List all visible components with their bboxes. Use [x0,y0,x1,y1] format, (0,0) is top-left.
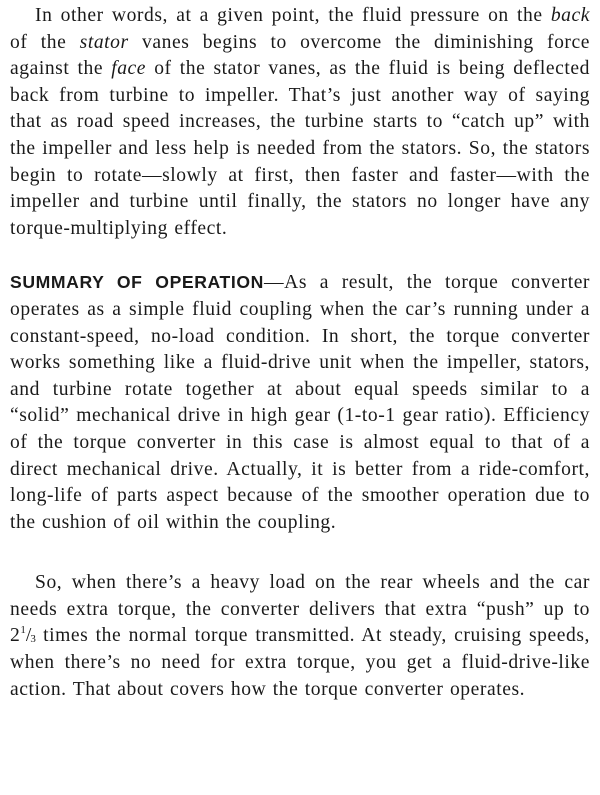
fraction-slash: / [25,625,31,647]
fraction-whole: 2 [10,625,21,647]
emphasis-stator: stator [79,31,129,53]
emphasis-back: back [550,5,590,26]
paragraph-text: of the stator vanes, as the fluid is being deflected back from turbine to impeller. That’s just another way of saying that as road speed increases, the turbine starts to “catch up” with the impeller and less help is needed from the stators. So, the stators begin to rotate—slowly at first, then faster and faster—with the impeller and turbine until finally, the stators no longer have any torque-multiplying effect. [10,58,591,239]
paragraph-text: times the normal torque transmitted. At steady, cruising speeds, when there’s no need for extra torque, you get a fluid-drive-like action. That about covers how the torque converter operates. [10,625,590,700]
emphasis-face: face [111,58,147,80]
paragraph-text: So, when there’s a heavy load on the rear wheels and the car needs extra torque, the converter delivers that extra “push” up to [10,572,590,620]
section-heading: SUMMARY OF OPERATION [10,272,264,293]
paragraph-summary-of-operation [10,269,590,536]
paragraph-conclusion [10,570,590,703]
paragraph-text: —As a result, the torque converter operates as a simple fluid coupling when the car’s running under a constant-speed, no-load condition. In short, the torque converter works something like a fluid-drive unit when the impeller, stators, and turbine rotate together at about equal speeds similar to a “solid” mechanical drive in high gear (1-to-1 gear ratio). Efficiency of the torque converter in this case is almost equal to that of a direct mechanical drive. Actually, it is better from a ride-comfort, long-life of parts aspect because of the smoother operation due to the cushion of oil within the coupling. [10,272,591,533]
paragraph-stator-operation [10,3,590,242]
paragraph-text: of the [10,31,80,53]
fraction-numerator: 1 [20,624,26,637]
paragraph-text: vanes begins to overcome the diminishing force against the [10,31,590,80]
fraction-two-and-one-third [10,625,36,646]
fraction-denominator: 3 [30,633,36,646]
paragraph-text: In other words, at a given point, the fluid pressure on the [35,5,551,26]
